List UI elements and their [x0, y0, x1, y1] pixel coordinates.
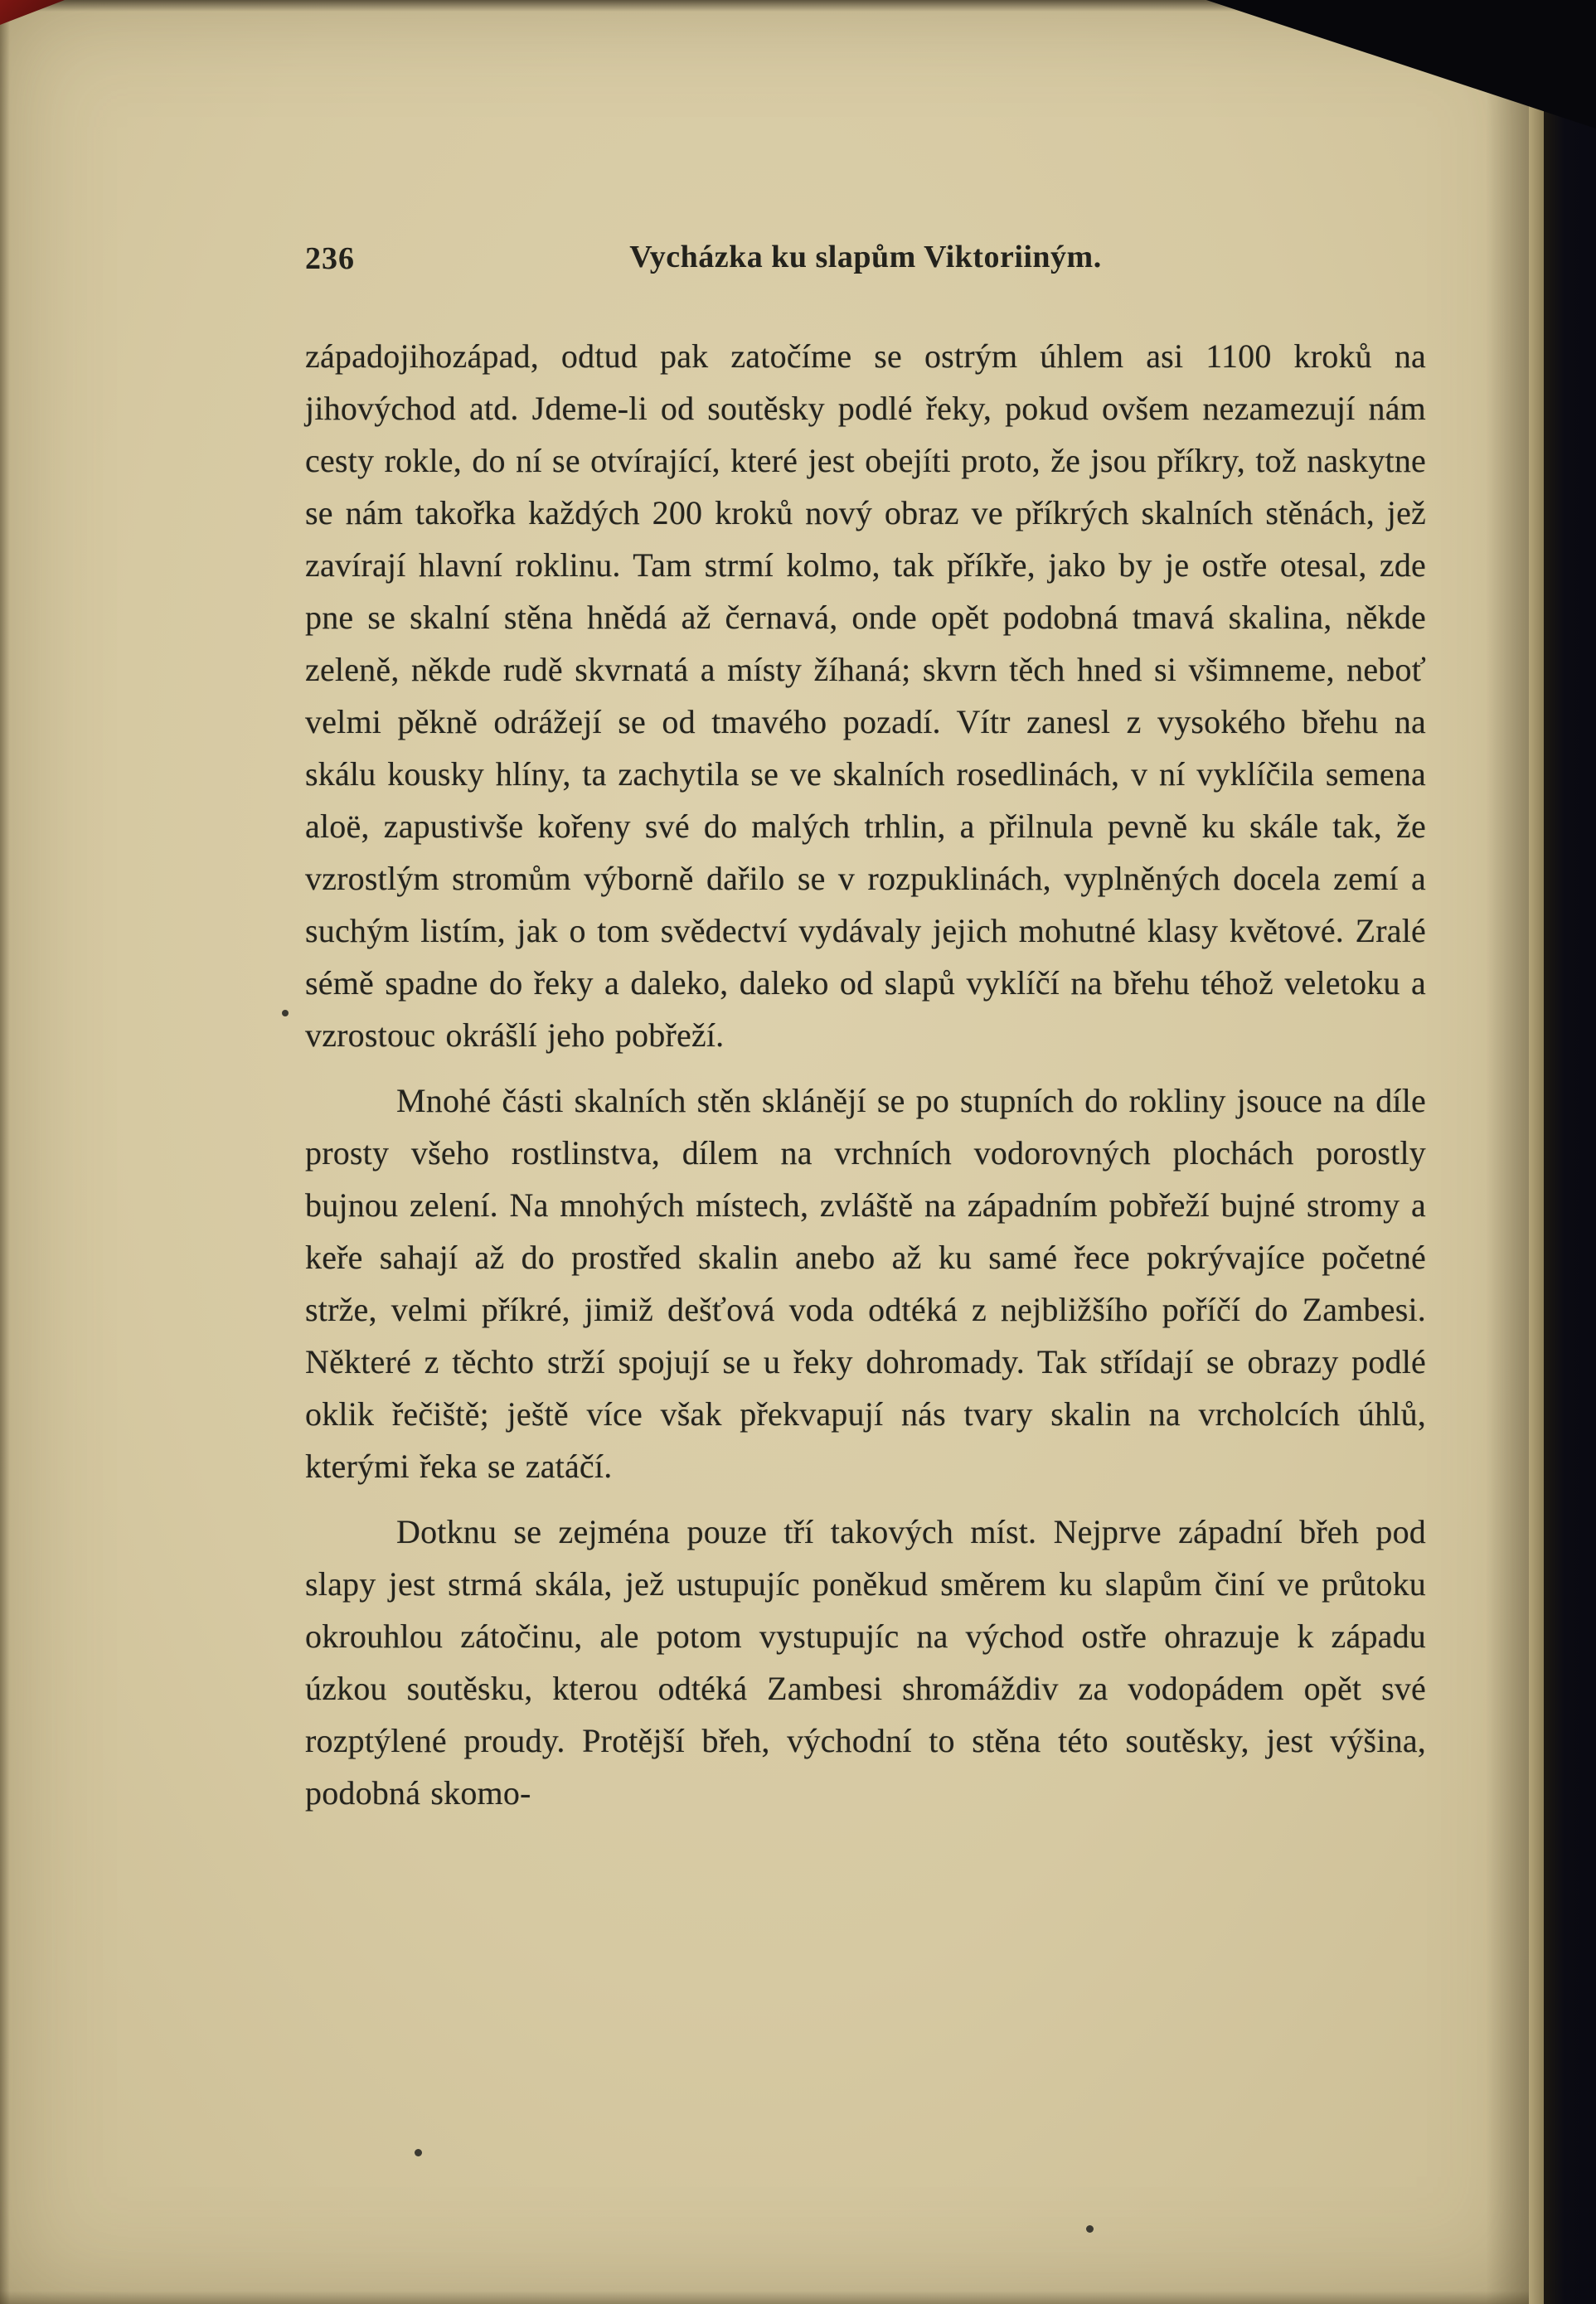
- page-header: [305, 239, 1426, 282]
- scan-speck: [282, 1010, 289, 1016]
- stacked-page-edges: [1529, 0, 1544, 2304]
- scan-speck: [415, 2149, 422, 2156]
- body-paragraph-2: Mnohé části skalních stěn sklánějí se po stupních do rokliny jsouce na díle prosty všeho rostlinstva, dílem na vrchních vodorovných plochách porostly bujnou zelení. Na mnohých místech, zvláště na západním pobřeží bujné stromy a keře sahají až do prostřed skalin anebo až ku samé řece pokrývajíce početné strže, velmi příkré, jimiž dešťová voda odtéká z nejbližšího poříčí do Zambesi. Některé z těchto strží spojují se u řeky dohromady. Tak střídají se obrazy podlé oklik řečiště; ještě více však překvapují nás tvary skalin na vrcholcích úhlů, kterými řeka se zatáčí.: [305, 1082, 1426, 1485]
- running-title: Vycházka ku slapům Viktoriiným.: [629, 240, 1102, 274]
- scan-speck: [1086, 2225, 1094, 2233]
- body-paragraph-1: západojihozápad, odtud pak zatočíme se ostrým úhlem asi 1100 kroků na jihovýchod atd. Jdeme-li od soutěsky podlé řeky, pokud ovšem nezamezují nám cesty rokle, do ní se otvírající, které jest obejíti proto, že jsou příkry, tož naskytne se nám takořka každých 200 kroků nový obraz ve příkrých skalních stěnách, jež zavírají hlavní roklinu. Tam strmí kolmo, tak příkře, jako by je ostře otesal, zde pne se skalní stěna hnědá až černavá, onde opět podobná tmavá skalina, někde zeleně, někde rudě skvrnatá a místy žíhaná; skvrn těch hned si všimneme, neboť velmi pěkně odrážejí se od tmavého pozadí. Vítr zanesl z vysokého břehu na skálu kousky hlíny, ta zachytila se ve skalních rosedlinách, v ní vyklíčila semena aloë, zapustivše kořeny své do malých trhlin, a přilnula pevně ku skále tak, že vzrostlým stromům výborně dařilo se v rozpuklinách, vyplněných docela zemí a suchým listím, jak o tom svědectví vydávaly jejich mohutné klasy květové. Zralé sémě spadne do řeky a daleko, daleko od slapů vyklíčí na břehu téhož veletoku a vzrostouc okrášlí jeho pobřeží.: [305, 337, 1426, 1054]
- scan-background-right: [1544, 0, 1596, 2304]
- page-edge-shadow-left: [0, 0, 10, 2304]
- page-number: 236: [305, 241, 355, 276]
- body-paragraph-3: Dotknu se zejména pouze tří takových míst. Nejprve západní břeh pod slapy jest strmá skála, jež ustupujíc poněkud směrem ku slapům činí ve průtoku okrouhlou zátočinu, ale potom vystupujíc na východ ostře ohrazuje k západu úzkou soutěsku, kterou odtéká Zambesi shromáždiv za vodopádem opět své rozptýlené proudy. Protější břeh, východní to stěna této soutěsky, jest výšina, podobná skomo-: [305, 1513, 1426, 1812]
- body-text: [305, 330, 1426, 1819]
